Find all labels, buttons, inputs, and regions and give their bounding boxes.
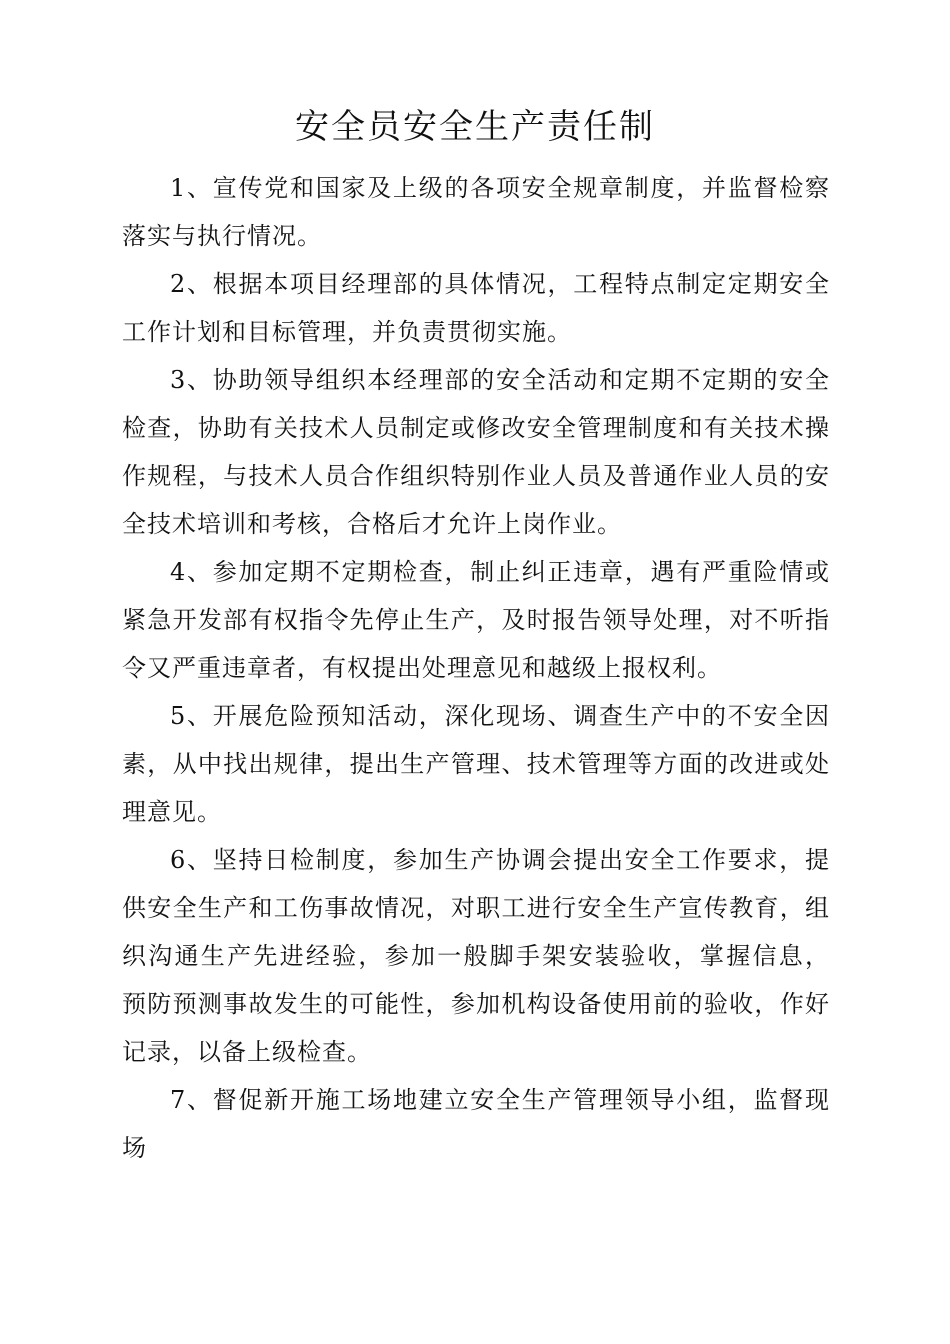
paragraph-6: 6、坚持日检制度，参加生产协调会提出安全工作要求，提供安全生产和工伤事故情况，对职工进行安全生产宣传教育，组织沟通生产先进经验，参加一般脚手架安装验收，掌握信息， 预防预测事故发生的可能性，参加机构设备使用前的验收，作好 记录，以备上级检查。	[122, 846, 830, 1066]
paragraph-4: 4、参加定期不定期检查，制止纠正违章，遇有严重险情或紧急开发部有权指令先停止生产，及时报告领导处理，对不听指令又严重违章者，有权提出处理意见和越级上报权利。	[122, 558, 830, 682]
paragraph-3: 3、协助领导组织本经理部的安全活动和定期不定期的安全检查，协助有关技术人员制定或修改安全管理制度和有关技术操作规程，与技术人员合作组织特别作业人员及普通作业人员的安全技术培训和考核，合格后才允许上岗作业。	[122, 366, 830, 538]
paragraph-5: 5、开展危险预知活动，深化现场、调查生产中的不安全因素，从中找出规律，提出生产管理、技术管理等方面的改进或处理意见。	[122, 702, 830, 826]
document-title: 安全员安全生产责任制	[295, 107, 655, 147]
paragraph-2: 2、根据本项目经理部的具体情况，工程特点制定定期安全工作计划和目标管理，并负责贯彻实施。	[122, 270, 830, 346]
paragraph-7: 7、督促新开施工场地建立安全生产管理领导小组，监督现场	[122, 1086, 830, 1162]
paragraph-1: 1、宣传党和国家及上级的各项安全规章制度，并监督检察落实与执行情况。	[122, 174, 830, 250]
document-body	[122, 164, 830, 1172]
